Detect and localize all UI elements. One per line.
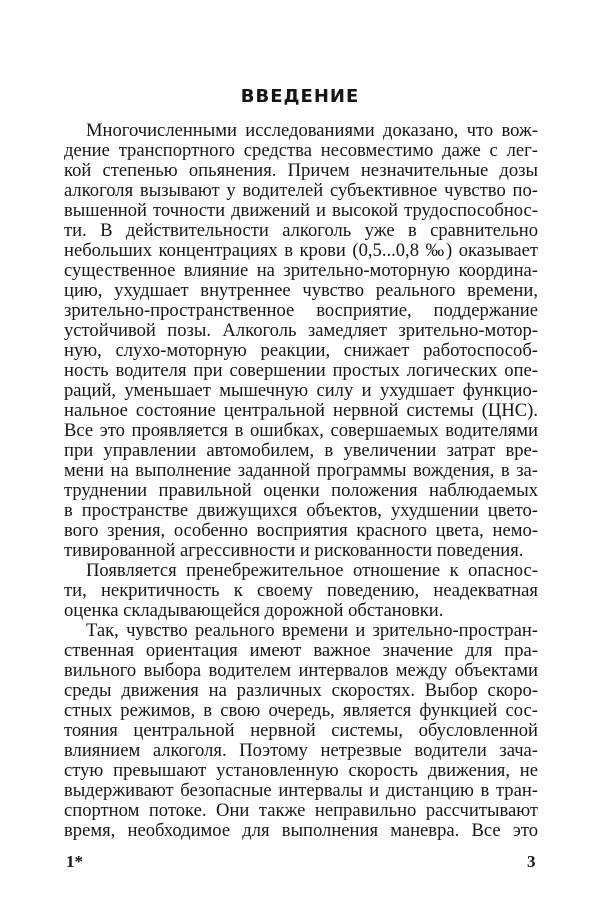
paragraph (64, 621, 538, 841)
text-line: кой степенью опьянения. Причем незначительные дозы (64, 160, 538, 181)
text-line: при управлении автомобилем, в увеличении затрат вре- (64, 440, 538, 461)
text-line: вышенной точности движений и высокой трудоспособнос- (64, 200, 538, 221)
chapter-title: ВВЕДЕНИЕ (240, 86, 360, 107)
text-line: стую превышают установленную скорость движения, не (64, 760, 538, 781)
text-line: алкоголя вызывают у водителей субъективное чувство по- (64, 180, 538, 201)
text-line: ственная ориентация имеют важное значение для пра- (64, 640, 538, 661)
text-line: нальное состояние центральной нервной системы (ЦНС). (64, 400, 538, 421)
text-line: тивированной агрессивности и рискованности поведения. (64, 540, 524, 561)
text-line: стных режимов, в свою очередь, является функцией сос- (64, 700, 538, 721)
text-line: влиянием алкоголя. Поэтому нетрезвые водители зача- (64, 740, 538, 761)
text-line: тояния центральной нервной системы, обусловленной (64, 720, 538, 741)
signature-mark: 1* (66, 852, 83, 871)
page-number: 3 (527, 852, 536, 871)
text-line: вильного выбора водителем интервалов между объектами (64, 660, 538, 681)
text-line: Появляется пренебрежительное отношение к опаснос- (86, 560, 538, 581)
body-text (64, 121, 538, 841)
paragraph (64, 561, 538, 621)
text-line: ти. В действительности алкоголь уже в сравнительно (64, 220, 538, 241)
text-line: среды движения на различных скоростях. Выбор скоро- (64, 680, 538, 701)
text-line: в пространстве движущихся объектов, ухудшении цвето- (64, 500, 538, 521)
text-line: зрительно-пространственное восприятие, поддержание (64, 300, 538, 321)
text-line: устойчивой позы. Алкоголь замедляет зрительно-мотор- (64, 320, 538, 341)
text-line: труднении правильной оценки положения наблюдаемых (64, 480, 538, 501)
text-line: вого зрения, особенно восприятия красного цвета, немо- (64, 520, 538, 541)
text-line: ность водителя при совершении простых логических опе- (64, 360, 538, 381)
text-line: Многочисленными исследованиями доказано, что вож- (86, 120, 538, 141)
text-line: Все это проявляется в ошибках, совершаемых водителями (64, 420, 538, 441)
text-line: ти, некритичность к своему поведению, неадекватная (64, 580, 538, 601)
text-line: цию, ухудшает внутреннее чувство реального времени, (64, 280, 538, 301)
text-line: существенное влияние на зрительно-моторную координа- (64, 260, 538, 281)
text-line: выдерживают безопасные интервалы и дистанцию в тран- (64, 780, 538, 801)
text-line: спортном потоке. Они также неправильно рассчитывают (64, 800, 538, 821)
text-line: ную, слухо-моторную реакции, снижает работоспособ- (64, 340, 538, 361)
paragraph (64, 121, 538, 561)
text-line: мени на выполнение заданной программы вождения, в за- (64, 460, 538, 481)
text-line: небольших концентрациях в крови (0,5...0,8 ‰) оказывает (64, 240, 538, 261)
text-line: оценка складывающейся дорожной обстановки. (64, 600, 444, 621)
text-line: время, необходимое для выполнения маневра. Все это (64, 820, 538, 841)
text-line: дение транспортного средства несовместимо даже с лег- (64, 140, 538, 161)
text-line: раций, уменьшает мышечную силу и ухудшает функцио- (64, 380, 538, 401)
text-line: Так, чувство реального времени и зрительно-простран- (86, 620, 538, 641)
